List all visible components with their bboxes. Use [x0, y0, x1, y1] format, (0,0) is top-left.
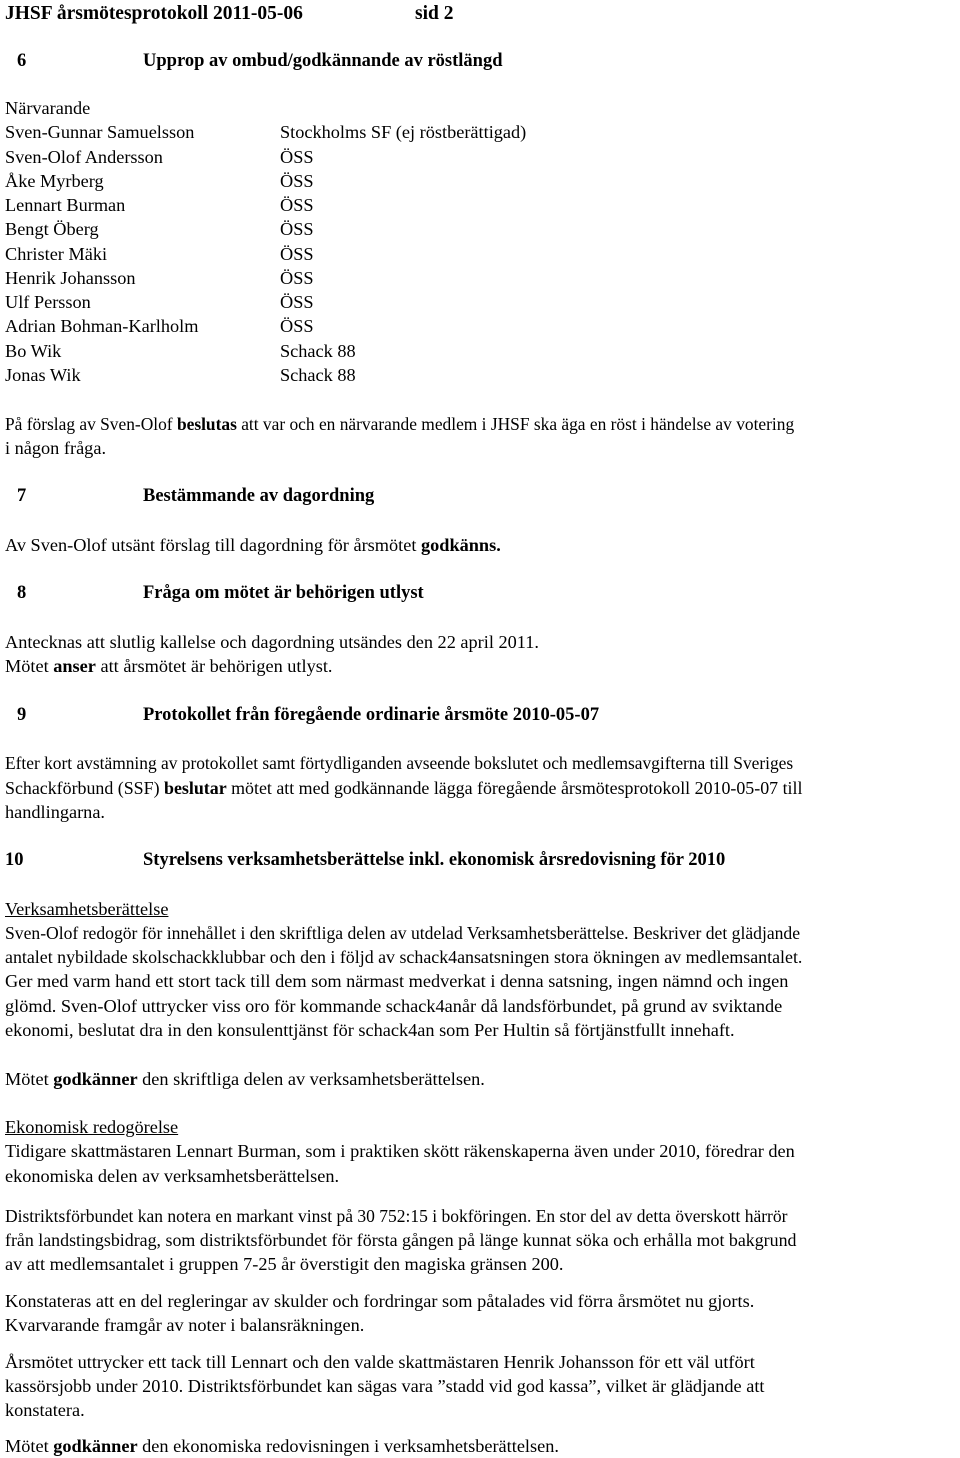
section-number: 6: [17, 51, 27, 71]
text-run: Mötet: [5, 1069, 54, 1089]
attendee-name: Sven-Olof Andersson: [5, 147, 163, 167]
text-run: På förslag av Sven-Olof: [5, 414, 177, 434]
attendee-club: Schack 88: [280, 365, 356, 385]
subheading-financial-report: [5, 1116, 178, 1138]
annual-report-line: Ger med varm hand ett stort tack till dem som närmast medverkat i denna satsning, ingen nämnd och ingen: [5, 971, 789, 991]
approval-financial-report: [5, 1435, 559, 1457]
text-run: den ekonomiska redovisningen i verksamhetsberättelsen.: [137, 1436, 559, 1456]
attendee-club: ÖSS: [280, 244, 314, 264]
approval-annual-report: [5, 1068, 485, 1090]
attendee-name: Bo Wik: [5, 341, 62, 361]
attendee-row: [5, 243, 314, 265]
section-number: 9: [17, 705, 27, 725]
voting-decision: [5, 413, 794, 435]
text-run: mötet att med godkännande lägga föregående årsmötesprotokoll 2010-05-07 till: [226, 778, 803, 798]
notice-decision: [5, 655, 332, 677]
attendee-row: [5, 170, 314, 192]
voting-decision-cont: i någon fråga.: [5, 438, 107, 458]
attendee-row: [5, 218, 314, 240]
text-run: att årsmötet är behörigen utlyst.: [95, 656, 333, 676]
annual-report-line: Sven-Olof redogör för innehållet i den skriftliga delen av utdelad Verksamhetsberättelse. Beskriver det glädjande: [5, 923, 801, 943]
attendee-name: Åke Myrberg: [5, 171, 104, 191]
agenda-decision: [5, 534, 501, 556]
decision-word: godkänner: [53, 1436, 138, 1456]
section-title: Styrelsens verksamhetsberättelse inkl. ekonomisk årsredovisning för 2010: [143, 850, 726, 870]
attendee-row: [5, 291, 314, 313]
attendee-name: Sven-Gunnar Samuelsson: [5, 122, 195, 142]
financial-report-line: konstatera.: [5, 1400, 85, 1420]
financial-report-line: av att medlemsantalet i gruppen 7-25 år överstigit den magiska gränsen 200.: [5, 1254, 564, 1274]
minutes-paragraph-line: [5, 777, 802, 799]
attendee-row: [5, 194, 314, 216]
attendee-row: [5, 121, 527, 143]
attendee-name: Christer Mäki: [5, 244, 108, 264]
attendee-club: ÖSS: [280, 147, 314, 167]
financial-report-line: Tidigare skattmästaren Lennart Burman, som i praktiken skött räkenskaperna även under 2010, föredrar den: [5, 1141, 795, 1161]
section-title: Upprop av ombud/godkännande av röstlängd: [143, 51, 503, 71]
section-number: 7: [17, 486, 27, 506]
financial-report-line: kassörsjobb under 2010. Distriktsförbundet kan sägas vara ”stadd vid god kassa”, vilket är glädjande att: [5, 1376, 765, 1396]
attendee-name: Adrian Bohman-Karlholm: [5, 316, 199, 336]
minutes-paragraph-line: handlingarna.: [5, 802, 106, 822]
attendee-club: Stockholms SF (ej röstberättigad): [280, 122, 527, 142]
attendee-club: ÖSS: [280, 292, 314, 312]
annual-report-line: glömd. Sven-Olof uttrycker viss oro för kommande schack4anår då landsförbundet, på grund av sviktande: [5, 996, 783, 1016]
subheading-text: Verksamhetsberättelse: [5, 899, 169, 919]
attendee-name: Ulf Persson: [5, 292, 91, 312]
present-label: Närvarande: [5, 98, 91, 118]
document-header: [5, 3, 454, 25]
decision-word: anser: [53, 656, 96, 676]
section-title: Fråga om mötet är behörigen utlyst: [143, 583, 424, 603]
section-title: Protokollet från föregående ordinarie årsmöte 2010-05-07: [143, 705, 600, 725]
financial-report-line: Distriktsförbundet kan notera en markant vinst på 30 752:15 i bokföringen. En stor del av detta överskott härrör: [5, 1206, 788, 1226]
page-number: sid 2: [415, 3, 454, 24]
financial-report-line: Årsmötet uttrycker ett tack till Lennart och den valde skattmästaren Henrik Johansson för ett väl utfört: [5, 1352, 755, 1372]
financial-report-line: Konstateras att en del regleringar av skulder och fordringar som påtalades vid förra årsmötet nu gjorts.: [5, 1291, 755, 1311]
attendee-name: Jonas Wik: [5, 365, 81, 385]
section-title: Bestämmande av dagordning: [143, 486, 375, 506]
financial-report-line: Kvarvarande framgår av noter i balansräkningen.: [5, 1315, 365, 1335]
attendee-row: [5, 146, 314, 168]
annual-report-line: ekonomi, beslutat dra in den konsulenttjänst för schack4an som Per Hultin så förtjänstfullt innehaft.: [5, 1020, 735, 1040]
attendee-club: Schack 88: [280, 341, 356, 361]
financial-report-line: från landstingsbidrag, som distriktsförbundet för första gången på länge kunnat söka och erhålla mot bakgrund: [5, 1230, 797, 1250]
notice-statement: Antecknas att slutlig kallelse och dagordning utsändes den 22 april 2011.: [5, 632, 539, 652]
text-run: Schackförbund (SSF): [5, 778, 165, 798]
attendee-club: ÖSS: [280, 219, 314, 239]
section-number: 10: [5, 850, 24, 870]
text-run: Av Sven-Olof utsänt förslag till dagordning för årsmötet: [5, 535, 421, 555]
financial-report-line: ekonomiska delen av verksamhetsberättelsen.: [5, 1166, 340, 1186]
document-title: JHSF årsmötesprotokoll 2011-05-06: [5, 3, 303, 24]
attendee-row: [5, 315, 314, 337]
decision-word: godkänner: [53, 1069, 138, 1089]
attendee-club: ÖSS: [280, 195, 314, 215]
decision-word: beslutas: [176, 414, 237, 434]
attendee-row: [5, 267, 314, 289]
annual-report-line: antalet nybildade skolschackklubbar och den i följd av schack4ansatsningen stora ökningen av medlemsantalet.: [5, 947, 803, 967]
attendee-name: Lennart Burman: [5, 195, 126, 215]
text-run: att var och en närvarande medlem i JHSF ska äga en röst i händelse av votering: [236, 414, 795, 434]
attendee-name: Henrik Johansson: [5, 268, 136, 288]
attendee-club: ÖSS: [280, 171, 314, 191]
attendee-club: ÖSS: [280, 268, 314, 288]
attendee-row: [5, 364, 356, 386]
subheading-text: Ekonomisk redogörelse: [5, 1117, 179, 1137]
decision-word: godkänns.: [421, 535, 501, 555]
decision-word: beslutar: [164, 778, 227, 798]
text-run: Mötet: [5, 1436, 54, 1456]
text-run: Mötet: [5, 656, 54, 676]
attendee-row: [5, 340, 356, 362]
minutes-paragraph-line: Efter kort avstämning av protokollet samt förtydliganden avseende bokslutet och medlemsavgifterna till Sveriges: [5, 753, 794, 773]
attendee-club: ÖSS: [280, 316, 314, 336]
section-number: 8: [17, 583, 27, 603]
text-run: den skriftliga delen av verksamhetsberättelsen.: [137, 1069, 485, 1089]
subheading-annual-report: [5, 898, 168, 920]
attendee-name: Bengt Öberg: [5, 219, 99, 239]
